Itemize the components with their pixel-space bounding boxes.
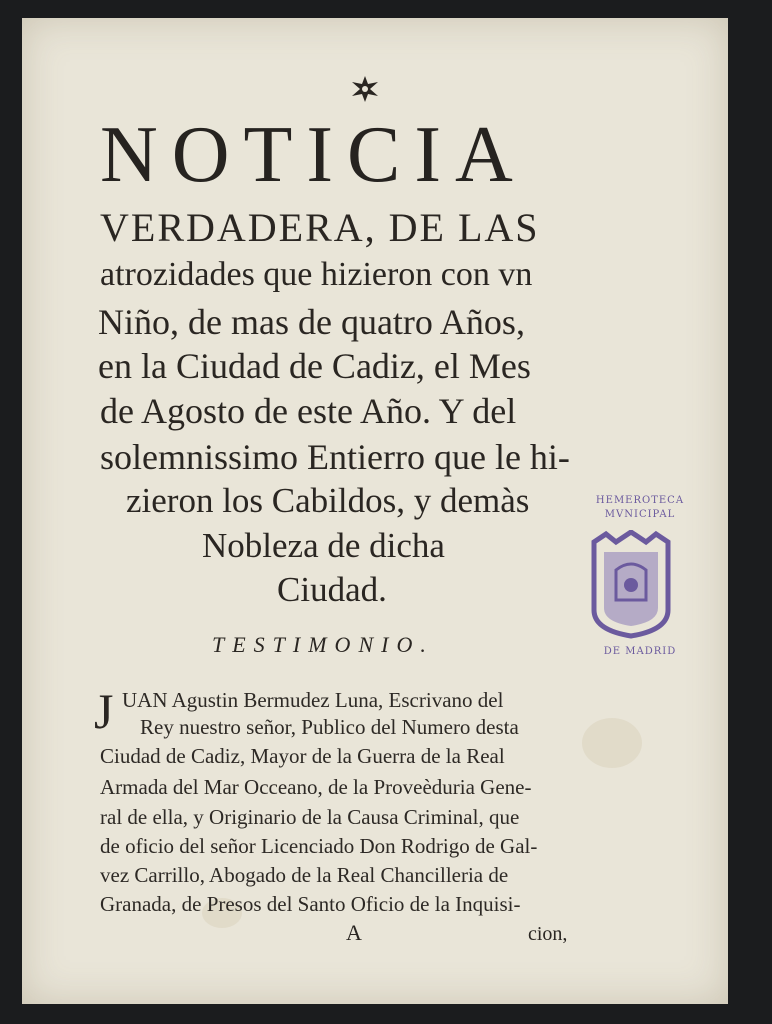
stamp-line-2: MVNICIPAL [604, 509, 676, 520]
subtitle-line: VERDADERA, DE LAS [100, 205, 540, 250]
body-line: Granada, de Presos del Santo Oficio de la Inquisi- [100, 892, 521, 916]
body-line: Rey nuestro señor, Publico del Numero desta [140, 715, 519, 739]
coat-of-arms-icon [586, 530, 676, 640]
library-stamp [570, 494, 710, 664]
stamp-line-1: HEMEROTECA [595, 495, 685, 506]
body-line: UAN Agustin Bermudez Luna, Escrivano del [122, 688, 504, 712]
drop-cap: J [94, 683, 114, 739]
subtitle-line: Nobleza de dicha [202, 526, 445, 565]
subtitle-line: en la Ciudad de Cadiz, el Mes [98, 346, 531, 386]
body-line: ral de ella, y Originario de la Causa Criminal, que [100, 805, 520, 829]
catchword: cion, [528, 923, 568, 945]
body-line: Ciudad de Cadiz, Mayor de la Guerra de la Real [100, 744, 505, 768]
body-line: Armada del Mar Occeano, de la Proveèduria Gene- [100, 775, 532, 799]
cross-ornament-icon [350, 74, 380, 104]
subtitle-line: de Agosto de este Año. Y del [100, 391, 517, 431]
body-line: vez Carrillo, Abogado de la Real Chancilleria de [100, 863, 509, 887]
signature-mark: A [346, 920, 362, 945]
subtitle-line: atrozidades que hizieron con vn [100, 256, 533, 293]
stamp-bottom-text: DE MADRID [603, 646, 677, 657]
subtitle-line: zieron los Cabildos, y demàs [126, 481, 530, 520]
page [22, 18, 728, 1004]
stamp-top-text [570, 494, 710, 522]
subtitle-line: solemnissimo Entierro que le hi- [100, 437, 570, 477]
document-title: NOTICIA [100, 111, 527, 199]
subtitle-line: Niño, de mas de quatro Años, [98, 302, 525, 342]
paper-stain [582, 718, 642, 768]
section-heading: TESTIMONIO. [212, 632, 434, 657]
subtitle-line: Ciudad. [277, 570, 387, 609]
body-line: de oficio del señor Licenciado Don Rodrigo de Gal- [100, 834, 538, 858]
